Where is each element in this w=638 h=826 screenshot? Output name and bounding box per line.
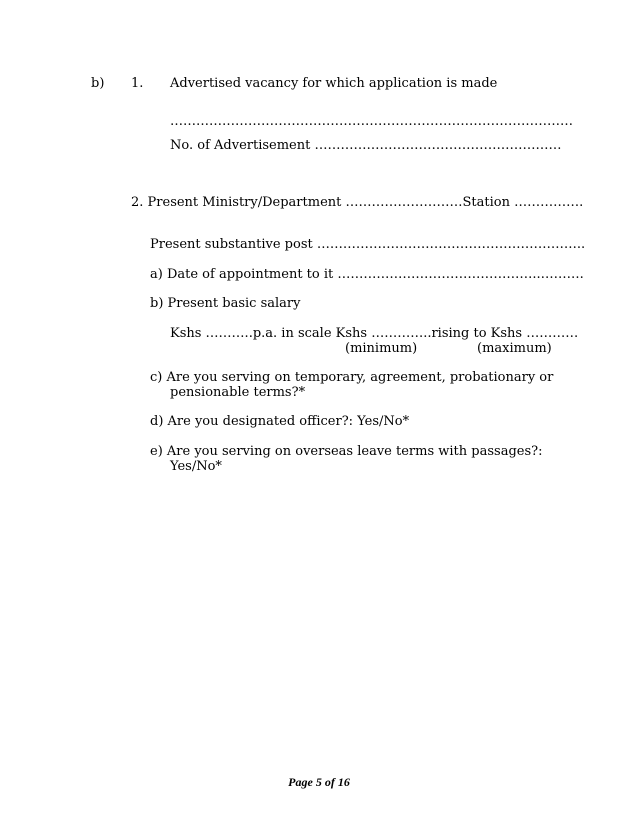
page-number-footer: Page 5 of 16 <box>288 775 350 789</box>
minimum-label: (minimum) <box>345 341 418 356</box>
salary-scale-line: Kshs ………..p.a. in scale Kshs …………..rising to Kshs ………… <box>170 326 579 341</box>
designated-officer-question: d) Are you designated officer?: Yes/No* <box>150 414 410 429</box>
terms-question-line-2: pensionable terms?* <box>170 385 306 400</box>
advertisement-number: No. of Advertisement ………………………………………………… <box>170 138 562 153</box>
overseas-leave-question-line-1: e) Are you serving on overseas leave terms with passages?: <box>150 444 543 459</box>
appointment-date-line: a) Date of appointment to it ………………………………………..………. <box>150 267 584 282</box>
ministry-station-line: 2. Present Ministry/Department ………………………Station ……………. <box>131 195 584 210</box>
section-label: b) <box>91 76 105 91</box>
item-1-number: 1. <box>131 76 144 91</box>
item-1-title: Advertised vacancy for which application is made <box>170 76 498 91</box>
basic-salary-label: b) Present basic salary <box>150 296 301 311</box>
substantive-post-line: Present substantive post …………………………………………………….. <box>150 237 586 252</box>
vacancy-fill-line: ………………………………………………………………………………… <box>170 114 573 129</box>
maximum-label: (maximum) <box>477 341 552 356</box>
overseas-leave-question-line-2: Yes/No* <box>170 459 222 474</box>
terms-question-line-1: c) Are you serving on temporary, agreement, probationary or <box>150 370 554 385</box>
